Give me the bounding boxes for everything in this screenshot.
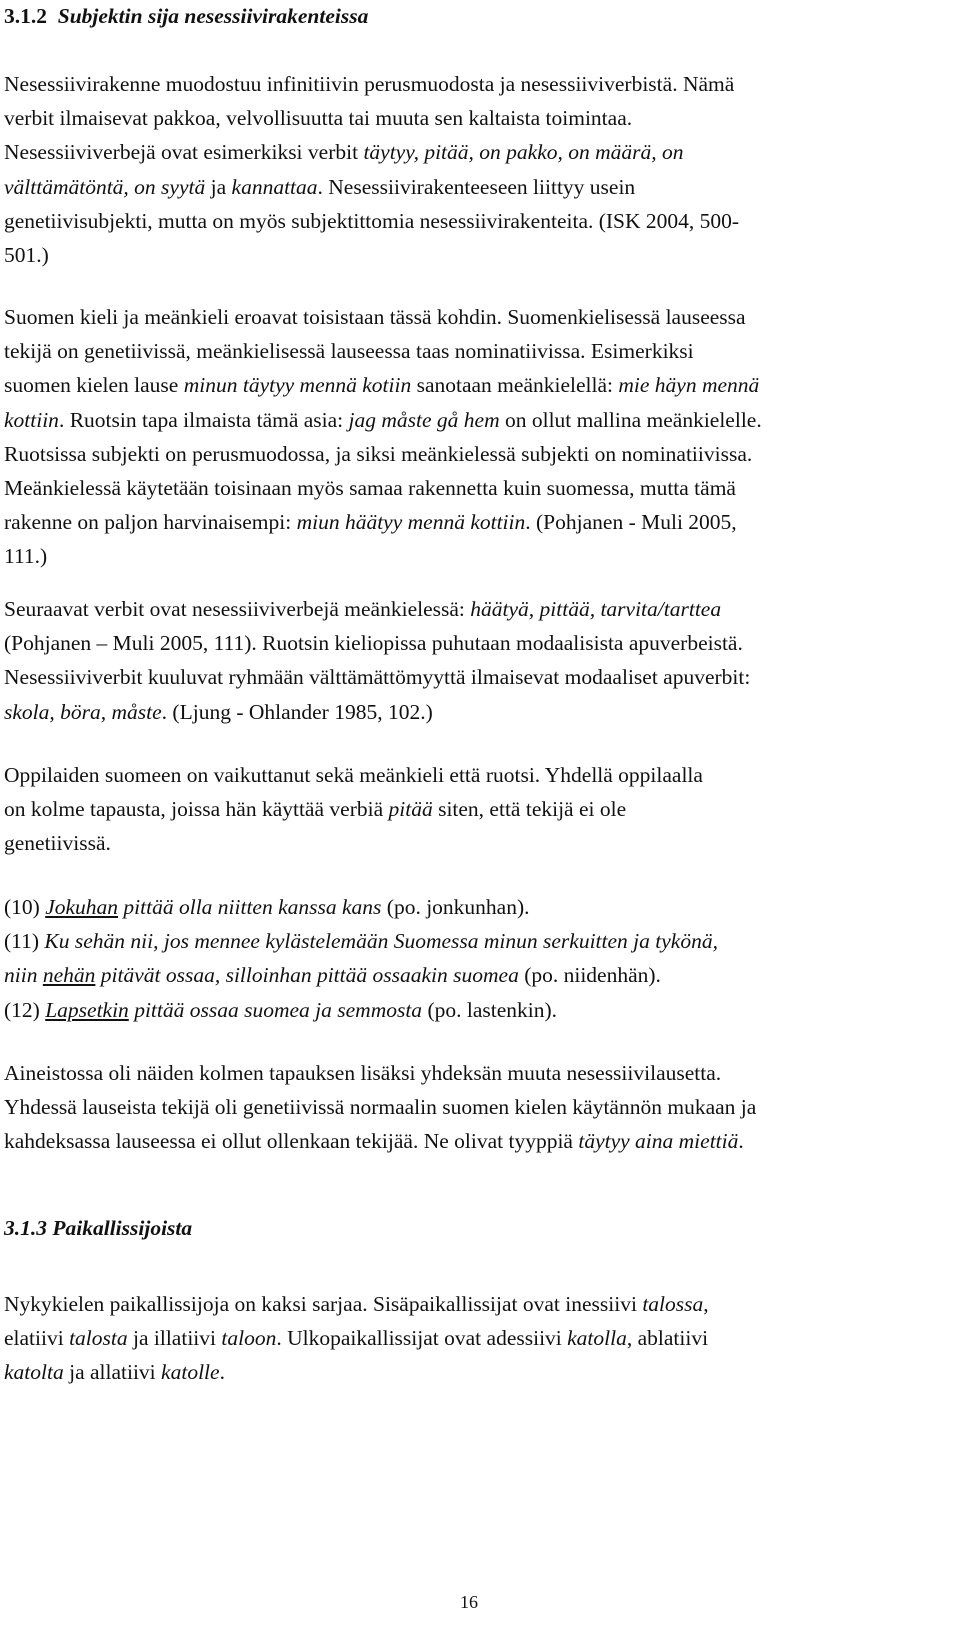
text-run: . — [738, 1129, 744, 1154]
text-line — [4, 471, 944, 505]
text-run: . Ruotsin tapa ilmaista tämä asia: — [58, 407, 349, 432]
section-title: Paikallissijoista — [52, 1216, 193, 1240]
text-run: Nesessiiviverbit kuuluvat ryhmään välttämättömyyttä ilmaisevat modaaliset apuverbit: — [4, 665, 751, 690]
italic-text: niin — [4, 963, 43, 988]
italic-text: jag måste gå hem — [348, 407, 500, 432]
text-line — [4, 993, 944, 1027]
text-line — [4, 368, 944, 402]
text-line — [4, 403, 944, 437]
text-line — [4, 758, 944, 792]
italic-text: talossa — [642, 1292, 704, 1316]
text-run: Nesessiivirakenne muodostuu infinitiivin perusmuodosta ja nesessiiviverbistä. Nämä — [4, 72, 735, 96]
text-run: rakenne on paljon harvinaisempi: — [4, 510, 297, 535]
text-run: genetiivisubjekti, mutta on myös subjektittomia nesessiivirakenteita. (ISK 2004, 500- — [4, 208, 740, 233]
text-run: genetiivissä. — [4, 831, 111, 856]
text-run: Suomen kieli ja meänkieli eroavat toisistaan tässä kohdin. Suomenkielisessä lauseessa — [4, 305, 746, 329]
section-title: Subjektin sija nesessiivirakenteissa — [57, 4, 369, 28]
paragraph-4 — [4, 758, 944, 861]
text-run: . (Pohjanen - Muli 2005, — [525, 510, 737, 535]
italic-text: pittää ossaa suomea ja semmosta — [128, 997, 423, 1022]
paragraph-6 — [4, 1287, 944, 1390]
example-list — [4, 890, 944, 1027]
text-run: . Ulkopaikallissijat ovat adessiivi — [276, 1326, 568, 1351]
text-run: , ablatiivi — [626, 1326, 709, 1351]
italic-text: välttämätöntä, on syytä — [4, 174, 206, 199]
italic-text: taloon — [221, 1326, 277, 1351]
text-line — [4, 135, 944, 169]
text-line — [4, 1056, 944, 1090]
italic-text: täytyy aina miettiä — [578, 1129, 739, 1154]
section-heading-3-1-3 — [4, 1214, 192, 1242]
italic-text: Lapsetkin — [45, 997, 129, 1022]
text-line — [4, 890, 944, 924]
italic-text: pitää — [388, 797, 433, 822]
text-run: ja allatiivi — [63, 1360, 162, 1385]
text-line — [4, 334, 944, 368]
paragraph-2 — [4, 300, 944, 574]
italic-text: kannattaa — [231, 174, 318, 199]
text-run: Yhdessä lauseista tekijä oli genetiivissä normaalin suomen kielen käytännön mukaan ja — [4, 1095, 757, 1120]
italic-text: skola, böra, måste — [4, 699, 162, 724]
text-line — [4, 660, 944, 694]
text-run: ja — [205, 174, 232, 199]
paragraph-3 — [4, 592, 944, 729]
text-run: . — [219, 1360, 225, 1385]
text-run: Seuraavat verbit ovat nesessiiviverbejä meänkielessä: — [4, 597, 471, 621]
italic-text: Ku sehän nii, jos mennee kylästelemään Suomessa minun serkuitten ja tykönä, — [44, 929, 718, 954]
text-run: Meänkielessä käytetään toisinaan myös samaa rakennetta kuin suomessa, mutta tämä — [4, 476, 736, 501]
text-run: siten, että tekijä ei ole — [432, 797, 627, 822]
italic-text: häätyä, pittää, tarvita/tarttea — [470, 597, 722, 621]
text-run: on ollut mallina meänkielelle. — [499, 407, 762, 432]
text-run: on kolme tapausta, joissa hän käyttää verbiä — [4, 797, 389, 822]
section-heading-3-1-2 — [4, 2, 368, 30]
text-run: elatiivi — [4, 1326, 70, 1351]
italic-text: pittää olla niitten kanssa kans — [118, 895, 382, 919]
text-line — [4, 826, 944, 860]
italic-text: kottiin — [4, 407, 59, 432]
text-run: kahdeksassa lauseessa ei ollut ollenkaan tekijää. Ne olivat tyyppiä — [4, 1129, 579, 1154]
text-line — [4, 539, 944, 573]
text-run: . Nesessiivirakenteeseen liittyy usein — [317, 174, 636, 199]
italic-text: talosta — [69, 1326, 128, 1351]
text-line — [4, 958, 944, 992]
text-line — [4, 1090, 944, 1124]
text-line — [4, 101, 944, 135]
text-run: Aineistossa oli näiden kolmen tapauksen lisäksi yhdeksän muuta nesessiivilausetta. — [4, 1061, 722, 1085]
text-run: tekijä on genetiivissä, meänkielisessä lauseessa taas nominatiivissa. Esimerkiksi — [4, 339, 694, 364]
italic-text: katolle — [161, 1360, 220, 1385]
text-run: Nykykielen paikallissijoja on kaksi sarjaa. Sisäpaikallissijat ovat inessiivi — [4, 1292, 643, 1316]
paragraph-5 — [4, 1056, 944, 1159]
text-run: ja illatiivi — [127, 1326, 222, 1351]
text-run: . (Ljung - Ohlander 1985, 102.) — [161, 699, 433, 724]
text-run: (po. lastenkin). — [422, 997, 558, 1022]
text-run: sanotaan meänkielellä: — [411, 373, 619, 398]
section-number: 3.1.2 — [4, 4, 47, 28]
text-run: 111.) — [4, 544, 48, 569]
text-line — [4, 1287, 944, 1321]
text-line — [4, 505, 944, 539]
text-run: , — [703, 1292, 709, 1316]
text-line — [4, 437, 944, 471]
section-number: 3.1.3 — [4, 1216, 47, 1240]
text-run: Nesessiiviverbejä ovat esimerkiksi verbit — [4, 140, 364, 165]
text-line — [4, 300, 944, 334]
text-line — [4, 924, 944, 958]
text-run: Oppilaiden suomeen on vaikuttanut sekä meänkieli että ruotsi. Yhdellä oppilaalla — [4, 763, 703, 787]
italic-text: pitävät ossaa, silloinhan pittää ossaakin suomea — [95, 963, 519, 988]
text-line — [4, 67, 944, 101]
paragraph-1 — [4, 67, 944, 272]
italic-text: täytyy, pitää, on pakko, on määrä, on — [363, 140, 684, 165]
italic-text: minun täytyy mennä kotiin — [183, 373, 412, 398]
text-line — [4, 1321, 944, 1355]
text-run: Ruotsissa subjekti on perusmuodossa, ja siksi meänkielessä subjekti on nominatiivissa. — [4, 441, 753, 466]
text-run: (po. jonkunhan). — [381, 895, 530, 919]
italic-text: miun häätyy mennä kottiin — [296, 510, 526, 535]
italic-text: katolta — [4, 1360, 64, 1385]
text-run: verbit ilmaisevat pakkoa, velvollisuutta tai muuta sen kaltaista toimintaa. — [4, 106, 633, 131]
text-line — [4, 792, 944, 826]
text-run: (Pohjanen – Muli 2005, 111). Ruotsin kieliopissa puhutaan modaalisista apuverbeistä. — [4, 631, 743, 656]
italic-text: nehän — [42, 963, 96, 988]
text-line — [4, 1355, 944, 1389]
text-line — [4, 626, 944, 660]
italic-text: Jokuhan — [45, 895, 119, 919]
text-run: (10) — [4, 895, 46, 919]
page-number: 16 — [460, 1592, 478, 1612]
text-line — [4, 1124, 944, 1158]
text-run: suomen kielen lause — [4, 373, 184, 398]
text-line — [4, 238, 944, 272]
text-line — [4, 170, 944, 204]
text-line — [4, 695, 944, 729]
text-line — [4, 204, 944, 238]
text-run: (12) — [4, 997, 46, 1022]
text-run: (11) — [4, 929, 45, 954]
text-line — [4, 592, 944, 626]
italic-text: mie häyn mennä — [618, 373, 760, 398]
text-run: 501.) — [4, 243, 49, 268]
italic-text: katolla — [567, 1326, 627, 1351]
text-run: (po. niidenhän). — [518, 963, 661, 988]
